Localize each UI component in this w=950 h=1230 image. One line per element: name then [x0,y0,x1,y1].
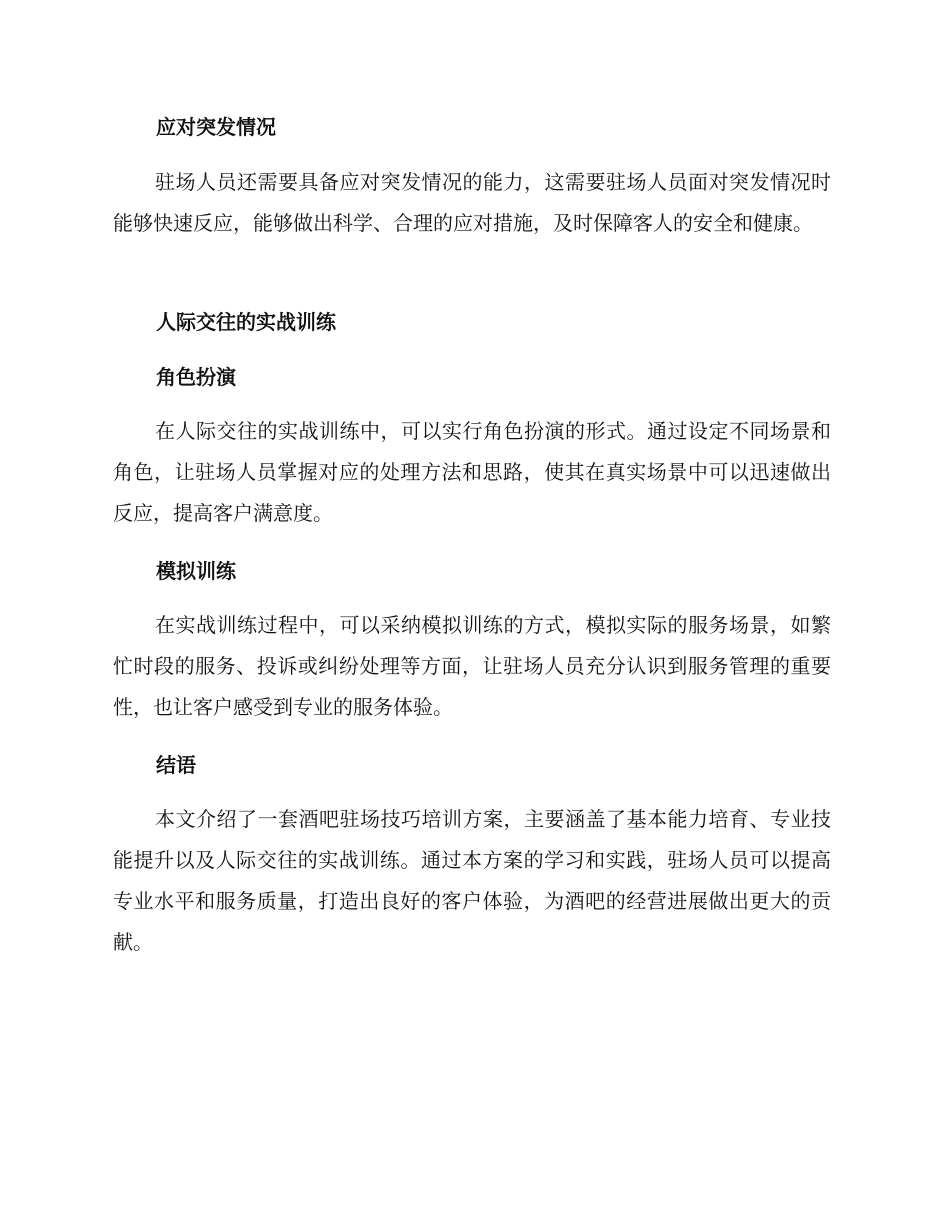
section-paragraph-conclusion: 本文介绍了一套酒吧驻场技巧培训方案，主要涵盖了基本能力培育、专业技能提升以及人际交往的实战训练。通过本方案的学习和实践，驻场人员可以提高专业水平和服务质量，打造出良好的客户体验，为酒吧的经营进展做出更大的贡献。 [113,807,831,954]
section-paragraph-emergency: 驻场人员还需要具备应对突发情况的能力，这需要驻场人员面对突发情况时能够快速反应，能够做出科学、合理的应对措施，及时保障客人的安全和健康。 [113,170,831,235]
section-heading-conclusion: 结语 [156,753,196,777]
section-paragraph-simulation: 在实战训练过程中，可以采纳模拟训练的方式，模拟实际的服务场景，如繁忙时段的服务、投诉或纠纷处理等方面，让驻场人员充分认识到服务管理的重要性，也让客户感受到专业的服务体验。 [113,613,831,719]
section-paragraph-role-play: 在人际交往的实战训练中，可以实行角色扮演的形式。通过设定不同场景和角色，让驻场人员掌握对应的处理方法和思路，使其在真实场景中可以迅速做出反应，提高客户满意度。 [113,419,831,525]
section-heading-simulation: 模拟训练 [156,559,236,583]
section-heading-interpersonal-training: 人际交往的实战训练 [156,310,336,334]
section-heading-emergency: 应对突发情况 [156,115,276,139]
section-heading-role-play: 角色扮演 [156,365,236,389]
